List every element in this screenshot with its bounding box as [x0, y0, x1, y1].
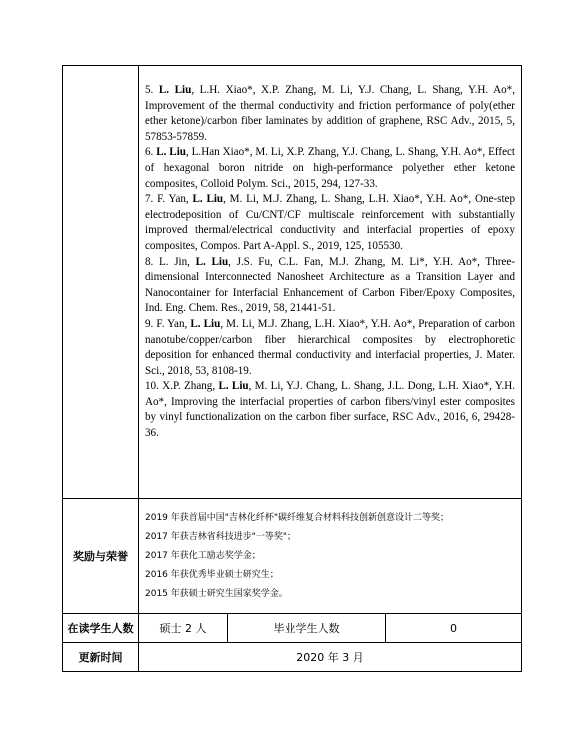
- publications-label-cell: [63, 66, 139, 499]
- publication-author: L. Liu: [190, 317, 221, 330]
- publication-item: 10. X.P. Zhang, L. Liu, M. Li, Y.J. Chang, L. Shang, J.L. Dong, L.H. Xiao*, Y.H. Ao*, Improving the interfacial properties of carbon fibers/vinyl ester composites by vinyl functionalization on the carbon fiber surface, RSC Adv., 2016, 6, 29428-36.: [145, 380, 515, 440]
- publication-author: L. Liu: [218, 380, 249, 393]
- award-item: 2016 年获优秀毕业硕士研究生；: [145, 569, 279, 580]
- publications-row: [63, 66, 522, 499]
- awards-row: [63, 499, 522, 614]
- publications-cell: [139, 66, 522, 499]
- update-time-label: 更新时间: [63, 643, 139, 672]
- award-item: 2015 年获硕士研究生国家奖学金。: [145, 588, 288, 599]
- publication-author: L. Liu: [156, 146, 186, 159]
- award-item: 2017 年获吉林省科技进步"一等奖"；: [145, 531, 297, 542]
- graduated-students-label: 毕业学生人数: [228, 614, 386, 643]
- publication-author: L. Liu: [195, 255, 229, 268]
- publication-item: 7. F. Yan, L. Liu, M. Li, M.J. Zhang, L. Shang, L.H. Xiao*, Y.H. Ao*, One-step electrodeposition of Cu/CNT/CF multiscale reinforcement with substantially improved thermal/electrical conductivity and interfacial properties of epoxy composites, Compos. Part A-Appl. S., 2019, 125, 105530.: [145, 193, 515, 252]
- update-time-value: 2020 年 3 月: [139, 643, 522, 672]
- publication-item: 6. L. Liu, L.Han Xiao*, M. Li, X.P. Zhang, Y.J. Chang, L. Shang, Y.H. Ao*, Effect of hexagonal boron nitride on high-performance polyether ether ketone composites, Colloid Polym. Sci., 2015, 294, 127-33.: [145, 146, 516, 190]
- publication-item: 8. L. Jin, L. Liu, J.S. Fu, C.L. Fan, M.J. Zhang, M. Li*, Y.H. Ao*, Three-dimensional Interconnected Nanosheet Architecture as a Transition Layer and Nanocontainer for Interfacial Enhancement of Carbon Fiber/Epoxy Composites, Ind. Eng. Chem. Res., 2019, 58, 21441-51.: [145, 255, 515, 315]
- publication-author: L. Liu: [158, 84, 192, 96]
- awards-list: [139, 499, 522, 614]
- award-item: 2019 年获首届中国"吉林化纤杯"碳纤维复合材料科技创新创意设计二等奖；: [145, 512, 450, 523]
- publication-author: L. Liu: [192, 193, 224, 206]
- current-students-value: 硕士 2 人: [139, 614, 228, 643]
- current-students-label: 在读学生人数: [63, 614, 139, 643]
- graduated-students-value: 0: [386, 614, 522, 643]
- students-row: [63, 614, 522, 643]
- awards-label: 奖励与荣誉: [63, 499, 139, 614]
- award-item: 2017 年获化工励志奖学金；: [145, 550, 261, 561]
- profile-table: [62, 65, 522, 672]
- update-row: [63, 643, 522, 672]
- publication-item: 9. F. Yan, L. Liu, M. Li, M.J. Zhang, L.H. Xiao*, Y.H. Ao*, Preparation of carbon nanotube/copper/carbon fiber hierarchical composites by electrophoretic deposition for enhanced thermal conductivity and interfacial properties, J. Mater. Sci., 2018, 53, 8108-19.: [145, 317, 515, 377]
- publication-item: 5. L. Liu, L.H. Xiao*, X.P. Zhang, M. Li, Y.J. Chang, L. Shang, Y.H. Ao*, Improvement of the thermal conductivity and friction performance of poly(ether ether ketone)/carbon fiber laminates by addition of graphene, RSC Adv., 2015, 5, 57853-57859.: [145, 84, 515, 143]
